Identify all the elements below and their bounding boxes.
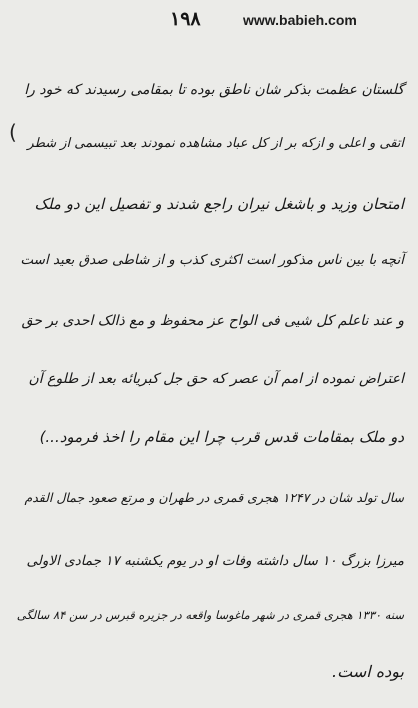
- body-line-5: و عند ناعلم کل شیی فی الواح عز محفوظ و مع ذالک احدی بر حق: [21, 313, 404, 329]
- body-line-10: سنه ۱۳۳۰ هجری قمری در شهر ماغوسا واقعه در جزیره قبرس در سن ۸۴ سالگی: [16, 608, 404, 622]
- body-line-2: اتقی و اعلی و ازکه بر از کل عباد مشاهده نمودند بعد تبیسمی از شطر: [27, 136, 404, 151]
- page-number: ۱۹۸: [170, 8, 201, 30]
- opening-parenthesis-mark: (: [9, 120, 17, 144]
- body-line-7: دو ملک بمقامات قدس قرب چرا این مقام را اخذ فرمود...): [39, 428, 404, 446]
- body-line-3: امتحان وزید و باشغل نیران راجع شدند و تفصیل این دو ملک: [34, 195, 404, 213]
- body-line-1: گلستان عظمت بذکر شان ناطق بوده تا بمقامی رسیدند که خود را: [24, 82, 404, 98]
- body-line-9: میرزا بزرگ ۱۰ سال داشته وفات او در یوم یکشنبه ۱۷ جمادی الاولی: [26, 553, 404, 569]
- body-line-6: اعتراض نموده از امم آن عصر که حق جل کبریائه بعد از طلوع آن: [28, 371, 404, 387]
- body-line-11: بوده است.: [332, 662, 404, 681]
- website-url: www.babieh.com: [243, 12, 357, 28]
- body-line-4: آنچه با بین ناس مذکور است اکثری کذب و از شاطی صدق بعید است: [20, 252, 404, 268]
- body-line-8: سال تولد شان در ۱۲۴۷ هجری قمری در طهران و مرتع صعود جمال القدم: [24, 490, 404, 505]
